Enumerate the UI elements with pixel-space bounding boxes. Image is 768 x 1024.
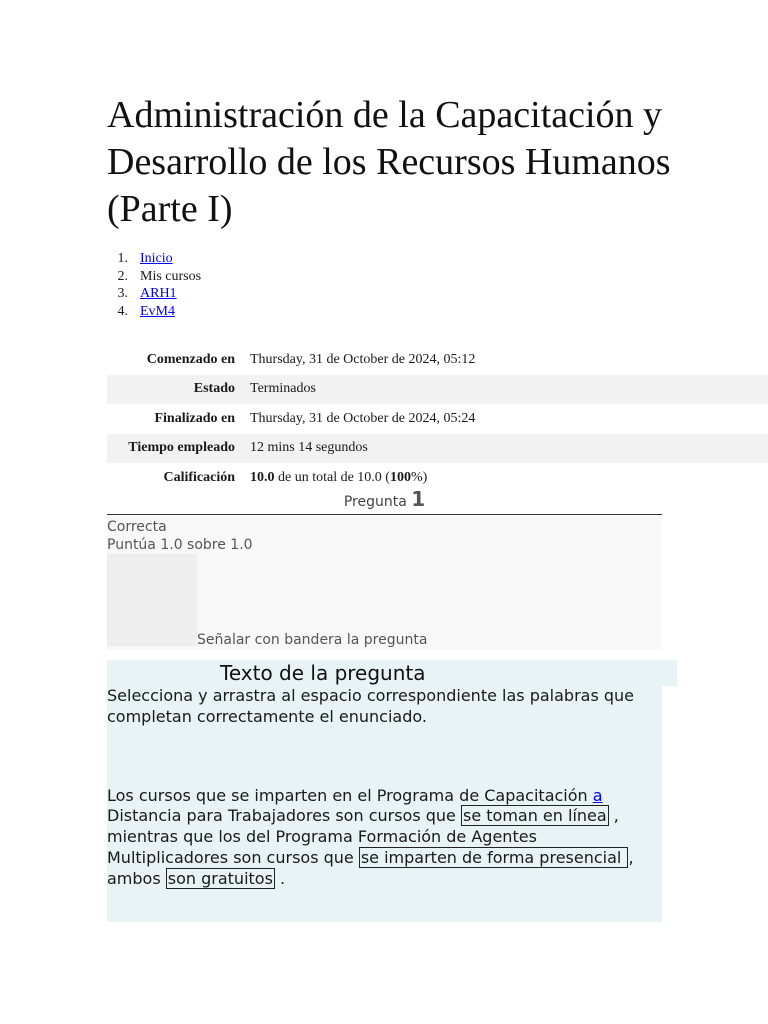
- summary-value: 12 mins 14 segundos: [250, 440, 368, 456]
- flag-area: [107, 554, 197, 646]
- breadcrumb-item: [107, 285, 201, 303]
- grade-value: 10.0: [250, 469, 275, 485]
- question-info-panel: [107, 516, 662, 650]
- summary-label: Estado: [193, 381, 235, 397]
- summary-row-tiempo: [107, 434, 768, 464]
- breadcrumb-number: 3.: [117, 286, 128, 302]
- summary-label: Comenzado en: [146, 351, 235, 367]
- breadcrumb-number: 1.: [117, 251, 128, 266]
- breadcrumb-link-evm4[interactable]: EvM4: [140, 303, 175, 319]
- breadcrumb-link-arh1[interactable]: ARH1: [140, 286, 177, 302]
- summary-value: Thursday, 31 de October de 2024, 05:12: [250, 351, 476, 367]
- question-score: Puntúa 1.0 sobre 1.0: [107, 537, 253, 553]
- summary-row-estado: [107, 375, 768, 405]
- breadcrumb-label-mis-cursos: Mis cursos: [140, 268, 202, 284]
- statement-text: Distancia para Trabajadores son cursos que: [107, 806, 461, 826]
- attempt-summary-table: [107, 345, 768, 493]
- summary-value: Terminados: [250, 381, 316, 397]
- breadcrumb-item: [107, 303, 201, 321]
- grade-percent: 100: [389, 469, 411, 485]
- grade-total-text: de un total de 10.0 (: [274, 469, 390, 485]
- summary-label: Tiempo empleado: [128, 440, 235, 456]
- question-text-body: [107, 686, 662, 922]
- flag-question-link[interactable]: Señalar con bandera la pregunta: [197, 632, 428, 648]
- drop-zone-answer-2[interactable]: se imparten de forma presencial: [360, 847, 627, 867]
- breadcrumb-item: [107, 250, 201, 268]
- statement-text: .: [274, 868, 286, 888]
- statement-text: , ambos: [107, 847, 634, 888]
- question-statement: [107, 786, 662, 890]
- breadcrumb-number: 2.: [117, 268, 128, 284]
- breadcrumb-item: [107, 268, 201, 286]
- statement-link[interactable]: a: [592, 785, 603, 805]
- summary-row-comenzado: [107, 345, 768, 375]
- summary-value-grade: [250, 470, 768, 486]
- question-heading: [107, 487, 662, 515]
- statement-text: , mientras que los del Programa Formación de Agentes Multiplicadores son cursos que: [107, 806, 619, 867]
- drop-zone-answer-3[interactable]: son gratuitos: [167, 868, 273, 888]
- breadcrumb-number: 4.: [117, 303, 128, 319]
- drop-zone-answer-1[interactable]: se toman en línea: [462, 806, 607, 826]
- page-title: Administración de la Capacitación y Desarrollo de los Recursos Humanos (Parte I): [107, 94, 671, 230]
- question-text-title: Texto de la pregunta: [220, 661, 426, 685]
- question-status: Correcta: [107, 519, 167, 535]
- summary-row-finalizado: [107, 404, 768, 434]
- breadcrumb-link-inicio[interactable]: Inicio: [140, 251, 173, 266]
- summary-label: Finalizado en: [154, 410, 235, 426]
- breadcrumb: [107, 250, 201, 320]
- question-text-header: [107, 660, 677, 686]
- grade-percent-suffix: %): [410, 469, 428, 485]
- question-instructions: Selecciona y arrastra al espacio correspondiente las palabras que completan correctamente el enunciado.: [107, 686, 635, 726]
- question-label: Pregunta: [343, 494, 407, 510]
- summary-value: Thursday, 31 de October de 2024, 05:24: [250, 410, 476, 426]
- summary-label: Calificación: [163, 469, 235, 485]
- statement-text: Los cursos que se imparten en el Programa de Capacitación: [107, 785, 593, 805]
- question-number: 1: [411, 487, 426, 511]
